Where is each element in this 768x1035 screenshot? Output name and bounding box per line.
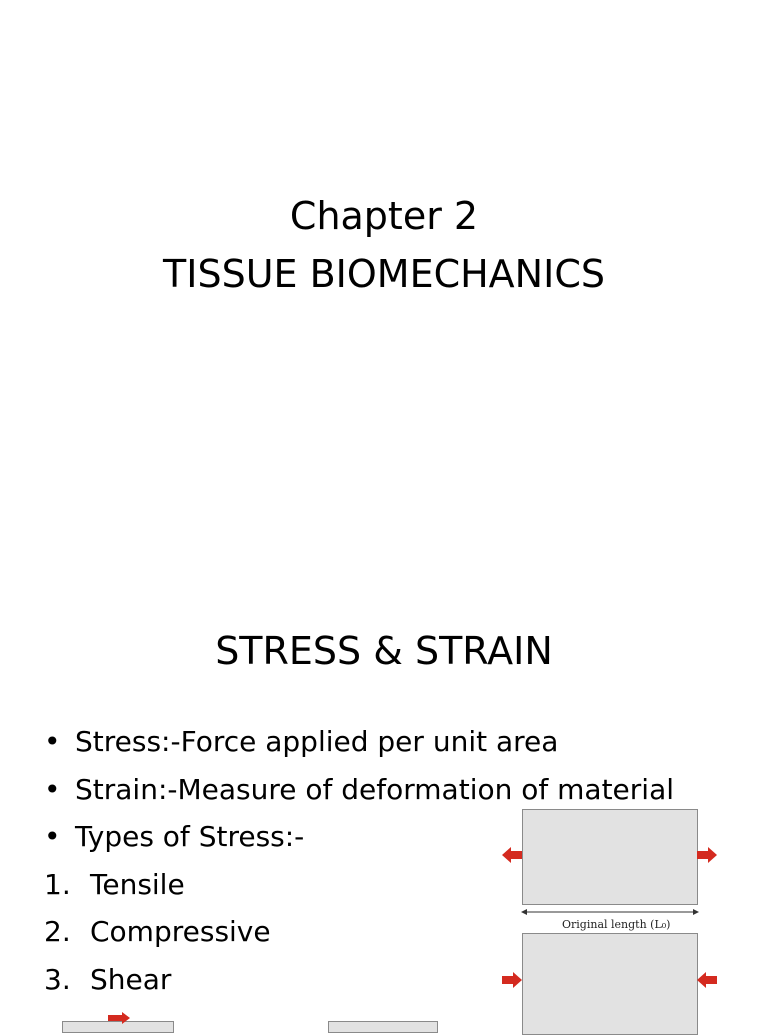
bullet-text: Types of Stress:- [75,820,305,853]
bullet-text: Compressive [90,915,271,948]
shear-arrow-icon [106,1012,132,1024]
bullet-text: Strain:-Measure of deformation of material [75,772,675,806]
dimension-arrow-icon [520,907,700,917]
shear-specimen-deformed [328,1021,438,1033]
compressive-specimen [522,933,698,1035]
right-push-arrow-icon [697,969,719,991]
number-marker: 3. [44,962,71,996]
bullet-text: Shear [90,962,172,996]
number-marker: 2. [44,915,71,948]
dimension-caption: Original length (L₀) [562,918,671,931]
number-marker: 1. [44,867,71,901]
section-heading: STRESS & STRAIN [215,629,553,673]
chapter-title: Chapter 2 [289,194,479,238]
left-push-arrow-icon [502,969,524,991]
bullet-marker: • [44,772,61,806]
bullet-text: Tensile [90,867,185,901]
right-pull-arrow-icon [697,844,719,866]
bullet-text: Stress:-Force applied per unit area [75,725,559,758]
chapter-subtitle: TISSUE BIOMECHANICS [163,252,605,296]
bullet-marker: • [44,820,61,853]
list-item [44,766,674,814]
list-item [44,718,674,766]
tensile-specimen [522,809,698,905]
left-pull-arrow-icon [502,844,524,866]
bullet-marker: • [44,725,61,758]
